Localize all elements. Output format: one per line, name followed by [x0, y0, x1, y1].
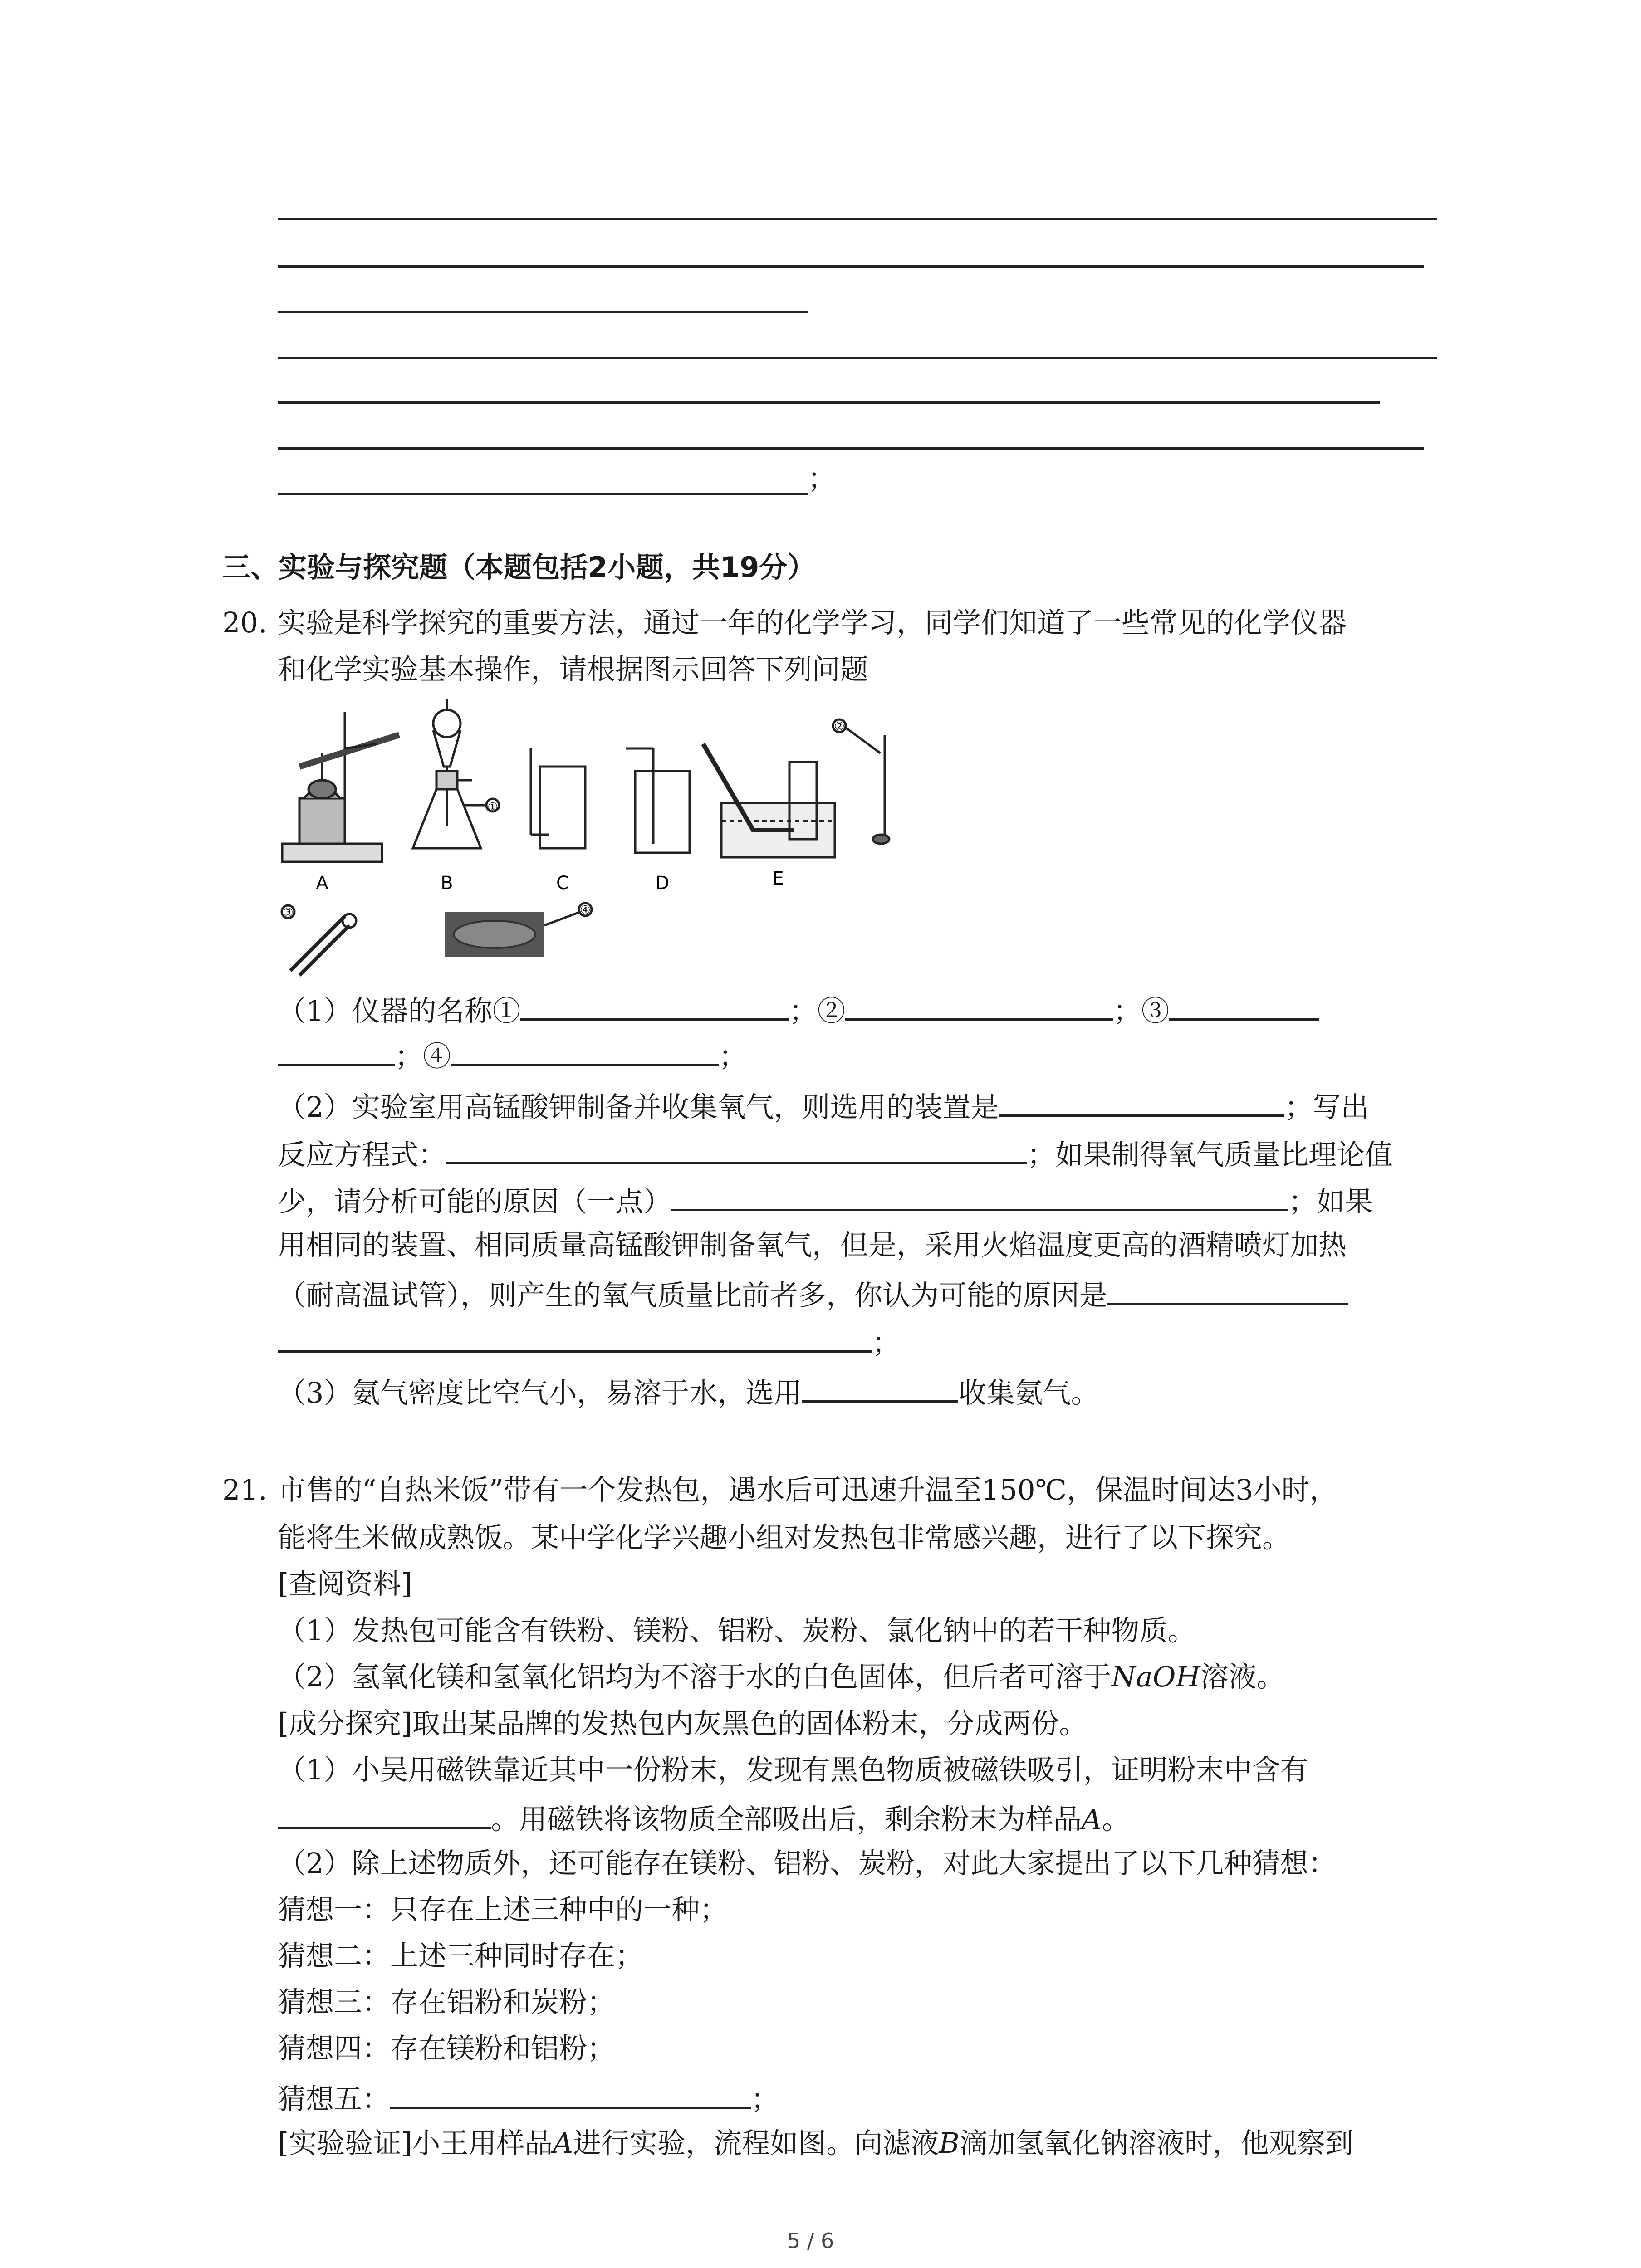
svg-text:④: ④	[580, 904, 591, 917]
q21-line15: [实验验证]小王用样品A进行实验，流程如图。向滤液B滴加氢氧化钠溶液时，他观察到	[278, 2126, 1353, 2160]
answer-line	[278, 311, 808, 313]
q20-part3: （3）氨气密度比空气小，易溶于水，选用 收集氨气。	[278, 1372, 1099, 1411]
answer-blank-2[interactable]	[845, 990, 1113, 1021]
apparatus-figure	[272, 699, 916, 993]
svg-text:②: ②	[834, 720, 845, 733]
q21-line7: （1）小吴用磁铁靠近其中一份粉末，发现有黑色物质被磁铁吸引，证明粉末中含有	[278, 1753, 1308, 1786]
q21-line4: （1）发热包可能含有铁粉、镁粉、铝粉、炭粉、氯化钠中的若干种物质。	[278, 1614, 1196, 1647]
question-stem: 实验是科学探究的重要方法，通过一年的化学学习，同学们知道了一些常见的化学仪器	[278, 606, 1347, 639]
q21-line8: 。用磁铁将该物质全部吸出后，剩余粉末为样品A。	[278, 1799, 1130, 1838]
q20-part2-line4: 用相同的装置、相同质量高锰酸钾制备氧气，但是，采用火焰温度更高的酒精喷灯加热	[278, 1228, 1347, 1261]
label-d: D	[655, 873, 670, 894]
section-title: 三、实验与探究题（本题包括2小题，共19分）	[222, 551, 816, 584]
label-c: C	[556, 873, 569, 894]
q20-part2-line1: （2）实验室用高锰酸钾制备并收集氧气，则选用的装置是 ；写出	[278, 1086, 1369, 1125]
svg-text:③: ③	[283, 906, 294, 919]
page-number: 5 / 6	[787, 2229, 834, 2253]
q20-part2-line6: ；	[278, 1322, 900, 1361]
answer-blank-7[interactable]	[671, 1181, 1288, 1211]
q21-line10: 猜想一：只存在上述三种中的一种；	[278, 1893, 728, 1926]
question-number: 21.	[222, 1473, 267, 1506]
answer-blank-3[interactable]	[1169, 990, 1319, 1021]
q21-line9: （2）除上述物质外，还可能存在镁粉、铝粉、炭粉，对此大家提出了以下几种猜想：	[278, 1847, 1337, 1880]
apparatus-d	[626, 748, 690, 853]
answer-line	[278, 493, 808, 495]
answer-line	[278, 265, 1424, 268]
apparatus-c	[531, 748, 585, 848]
q20-part1-line1: （1）仪器的名称① ；② ；③	[278, 990, 1319, 1029]
label-b: B	[441, 873, 453, 894]
question-number: 20.	[222, 606, 267, 639]
q20-part2-line2: 反应方程式： ；如果制得氧气质量比理论值	[278, 1134, 1393, 1173]
q21-line3: [查阅资料]	[278, 1567, 412, 1600]
answer-blank-3b[interactable]	[278, 1036, 395, 1066]
q21-line2: 能将生米做成熟饭。某中学化学兴趣小组对发热包非常感兴趣，进行了以下探究。	[278, 1521, 1291, 1554]
q20-part2-line5: （耐高温试管），则产生的氧气质量比前者多，你认为可能的原因是	[278, 1275, 1348, 1314]
answer-blank-6[interactable]	[446, 1134, 1027, 1164]
q21-line1: 市售的“自热米饭”带有一个发热包，遇水后可迅速升温至150℃，保温时间达3小时，	[278, 1473, 1338, 1506]
svg-text:①: ①	[487, 801, 498, 814]
apparatus-b	[413, 699, 499, 848]
q21-line12: 猜想三：存在铝粉和炭粉；	[278, 1985, 616, 2019]
q20-part1-line2: ；④ ；	[278, 1036, 747, 1075]
answer-blank-9[interactable]	[802, 1372, 958, 1403]
answer-blank-1[interactable]	[520, 990, 789, 1021]
apparatus-a	[282, 712, 399, 862]
answer-blank-8b[interactable]	[278, 1322, 872, 1353]
q20-part2-line3: 少，请分析可能的原因（一点） ；如果	[278, 1181, 1373, 1220]
answer-line	[278, 447, 1424, 450]
answer-blank-4[interactable]	[451, 1036, 719, 1066]
label-a: A	[316, 873, 328, 894]
q21-line5: （2）氢氧化镁和氢氧化铝均为不溶于水的白色固体，但后者可溶于NaOH溶液。	[278, 1660, 1285, 1693]
answer-blank-10[interactable]	[278, 1799, 491, 1829]
answer-blank-11[interactable]	[390, 2078, 751, 2109]
apparatus-e	[703, 744, 835, 857]
semicolon: ；	[808, 462, 836, 495]
answer-line	[278, 401, 1380, 404]
q21-line14: 猜想五： ；	[278, 2078, 779, 2117]
evaporating-dish	[445, 903, 592, 957]
label-e: E	[772, 868, 784, 889]
spoon	[833, 719, 889, 844]
q21-line13: 猜想四：存在镁粉和铝粉；	[278, 2032, 616, 2065]
q21-line6: [成分探究]取出某品牌的发热包内灰黑色的固体粉末，分成两份。	[278, 1707, 1087, 1740]
answer-blank-5[interactable]	[999, 1086, 1284, 1117]
question-stem: 和化学实验基本操作，请根据图示回答下列问题	[278, 653, 869, 686]
q21-line11: 猜想二：上述三种同时存在；	[278, 1939, 644, 1972]
answer-blank-8[interactable]	[1107, 1275, 1348, 1305]
answer-line	[278, 218, 1437, 220]
answer-line	[278, 357, 1437, 359]
